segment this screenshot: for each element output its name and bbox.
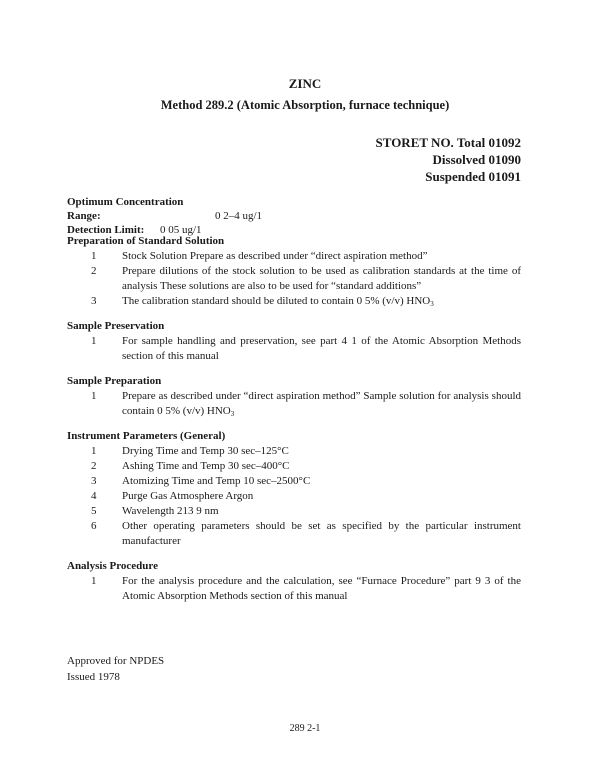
section-analysis-procedure [67,559,521,604]
list-item [67,459,521,474]
list-item [67,294,521,309]
item-number: 1 [91,575,97,587]
list-item [67,249,521,264]
section-heading: Sample Preservation [67,320,165,332]
param-value: 0 2–4 ug/1 [215,210,263,222]
parameters-block [67,195,521,237]
item-text [122,389,521,419]
item-number: 1 [91,250,97,262]
item-text-body: Stock Solution Prepare as described under “direct aspiration method” [122,250,428,262]
subscript: 3 [230,410,235,418]
param-label: Detection Limit: [67,224,145,236]
item-text-body: Other operating parameters should be set as specified by the particular instrument manufacturer [122,520,521,547]
item-number: 5 [91,505,97,517]
item-text [122,574,521,604]
item-text-body: Drying Time and Temp 30 sec–125°C [122,445,289,457]
storet-dissolved: Dissolved 01090 [432,152,521,167]
item-number: 1 [91,445,97,457]
item-number: 1 [91,335,97,347]
section-heading: Instrument Parameters (General) [67,430,226,442]
section-sample-preparation [67,374,521,419]
list-item [67,264,521,294]
param-label: Optimum Concentration Range: [67,196,184,222]
list-item [67,334,521,364]
page-number: 289 2-1 [289,723,321,734]
list-item [67,474,521,489]
list-item [67,389,521,419]
storet-block [376,134,521,185]
item-text [122,504,521,519]
item-text [122,444,521,459]
section-instrument-parameters [67,429,521,549]
item-text [122,519,521,549]
method-subtitle: Method 289.2 (Atomic Absorption, furnace technique) [160,98,450,112]
item-number: 4 [91,490,97,502]
storet-suspended: Suspended 01091 [425,169,521,184]
approved-text: Approved for NPDES [67,655,165,667]
item-text [122,294,521,309]
footer-approval [67,653,164,685]
section-heading: Analysis Procedure [67,560,158,572]
item-text [122,489,521,504]
item-text-body: For the analysis procedure and the calculation, see “Furnace Procedure” part 9 3 of the Atomic Absorption Methods section of this manual [122,575,521,602]
item-number: 6 [91,520,97,532]
item-text [122,334,521,364]
section-heading: Preparation of Standard Solution [67,235,225,247]
issued-text: Issued 1978 [67,671,120,683]
section-sample-preservation [67,319,521,364]
subscript: 3 [430,300,434,308]
section-heading: Sample Preparation [67,375,162,387]
param-value: 0 05 ug/1 [160,224,202,236]
item-text-body: For sample handling and preservation, see part 4 1 of the Atomic Absorption Methods section of this manual [122,335,521,362]
item-text-body: The calibration standard should be diluted to contain 0 5% (v/v) HNO [122,295,431,307]
item-number: 1 [91,390,97,402]
item-text [122,249,521,264]
list-item [67,489,521,504]
item-text [122,459,521,474]
item-number: 2 [91,265,97,277]
item-text-body: Ashing Time and Temp 30 sec–400°C [122,460,290,472]
list-item [67,444,521,459]
item-number: 3 [91,295,97,307]
item-text [122,474,521,489]
storet-total: STORET NO. Total 01092 [375,135,521,150]
item-text-body: Atomizing Time and Temp 10 sec–2500°C [122,475,311,487]
document-title: ZINC [288,76,322,91]
item-text-body: Purge Gas Atmosphere Argon [122,490,254,502]
item-text-body: Prepare as described under “direct aspiration method” Sample solution for analysis should contain 0 5% (v/v) HNO [122,390,521,417]
list-item [67,574,521,604]
item-number: 2 [91,460,97,472]
item-number: 3 [91,475,97,487]
list-item [67,504,521,519]
item-text-body: Prepare dilutions of the stock solution to be used as calibration standards at the time of analysis These solutions are also to be used for “standard additions” [122,265,521,292]
item-text [122,264,521,294]
list-item [67,519,521,549]
section-standard-solution [67,234,521,309]
item-text-body: Wavelength 213 9 nm [122,505,219,517]
